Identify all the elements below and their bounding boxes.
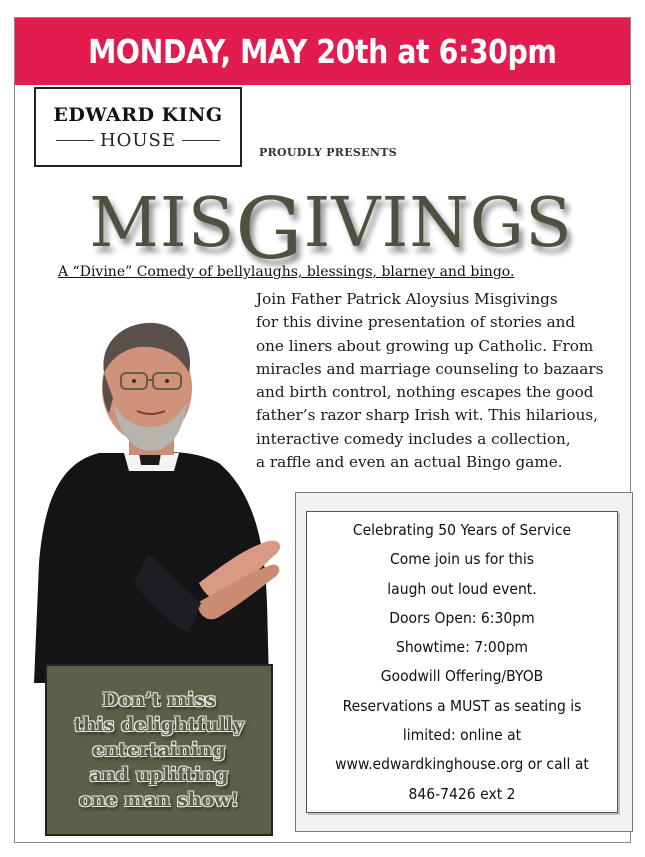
info-line: Reservations a MUST as seating is bbox=[342, 696, 582, 715]
proudly-presents: PROUDLY PRESENTS bbox=[259, 146, 397, 159]
info-line: Come join us for this bbox=[389, 550, 535, 569]
promo-box bbox=[45, 664, 273, 836]
description-line: miracles and marriage counseling to bazaars bbox=[256, 359, 604, 378]
title-part-1: MIS bbox=[89, 184, 236, 263]
logo-rule-right bbox=[182, 140, 220, 141]
info-line: limited: online at bbox=[402, 726, 522, 745]
logo-house: HOUSE bbox=[99, 130, 177, 151]
info-line: laugh out loud event. bbox=[387, 579, 537, 598]
logo-subtitle-row bbox=[36, 130, 240, 151]
info-line: www.edwardkinghouse.org or call at bbox=[335, 755, 589, 774]
description-line: father’s razor sharp Irish wit. This hilarious, bbox=[256, 406, 598, 425]
info-line: Doors Open: 6:30pm bbox=[389, 608, 535, 627]
logo-name: EDWARD KING bbox=[53, 104, 223, 126]
event-info-panel bbox=[306, 511, 618, 813]
info-line: Goodwill Offering/BYOB bbox=[380, 667, 544, 686]
logo-rule-left bbox=[56, 140, 94, 141]
promo-line: one man show! bbox=[79, 788, 239, 811]
description-line: Join Father Patrick Aloysius Misgivings bbox=[256, 290, 558, 308]
event-date-time: MONDAY, MAY 20th at 6:30pm bbox=[88, 32, 557, 71]
date-banner bbox=[15, 18, 630, 85]
flyer bbox=[14, 17, 631, 843]
description-line: for this divine presentation of stories and bbox=[256, 313, 576, 332]
description-line: and birth control, nothing escapes the good bbox=[256, 383, 594, 402]
description-line: interactive comedy includes a collection, bbox=[256, 429, 571, 448]
title-big-letter: G bbox=[235, 180, 304, 278]
info-line: Celebrating 50 Years of Service bbox=[352, 521, 572, 539]
description-line: a raffle and even an actual Bingo game. bbox=[256, 453, 563, 472]
info-line: 846-7426 ext 2 bbox=[408, 784, 516, 803]
promo-line: entertaining bbox=[92, 738, 226, 761]
promo-line: this delightfully bbox=[73, 713, 245, 736]
promo-line: Don’t miss bbox=[102, 688, 216, 711]
promo-line: and uplifting bbox=[89, 763, 229, 786]
priest-photo bbox=[29, 303, 289, 683]
title-part-2: IVINGS bbox=[303, 184, 573, 263]
description-line: one liners about growing up Catholic. From bbox=[256, 336, 594, 355]
tagline: A “Divine” Comedy of bellylaughs, blessings, blarney and bingo. bbox=[58, 264, 515, 280]
info-line: Showtime: 7:00pm bbox=[395, 638, 529, 657]
event-info-box bbox=[295, 492, 633, 832]
show-description bbox=[256, 288, 626, 474]
edward-king-house-logo bbox=[34, 87, 242, 167]
